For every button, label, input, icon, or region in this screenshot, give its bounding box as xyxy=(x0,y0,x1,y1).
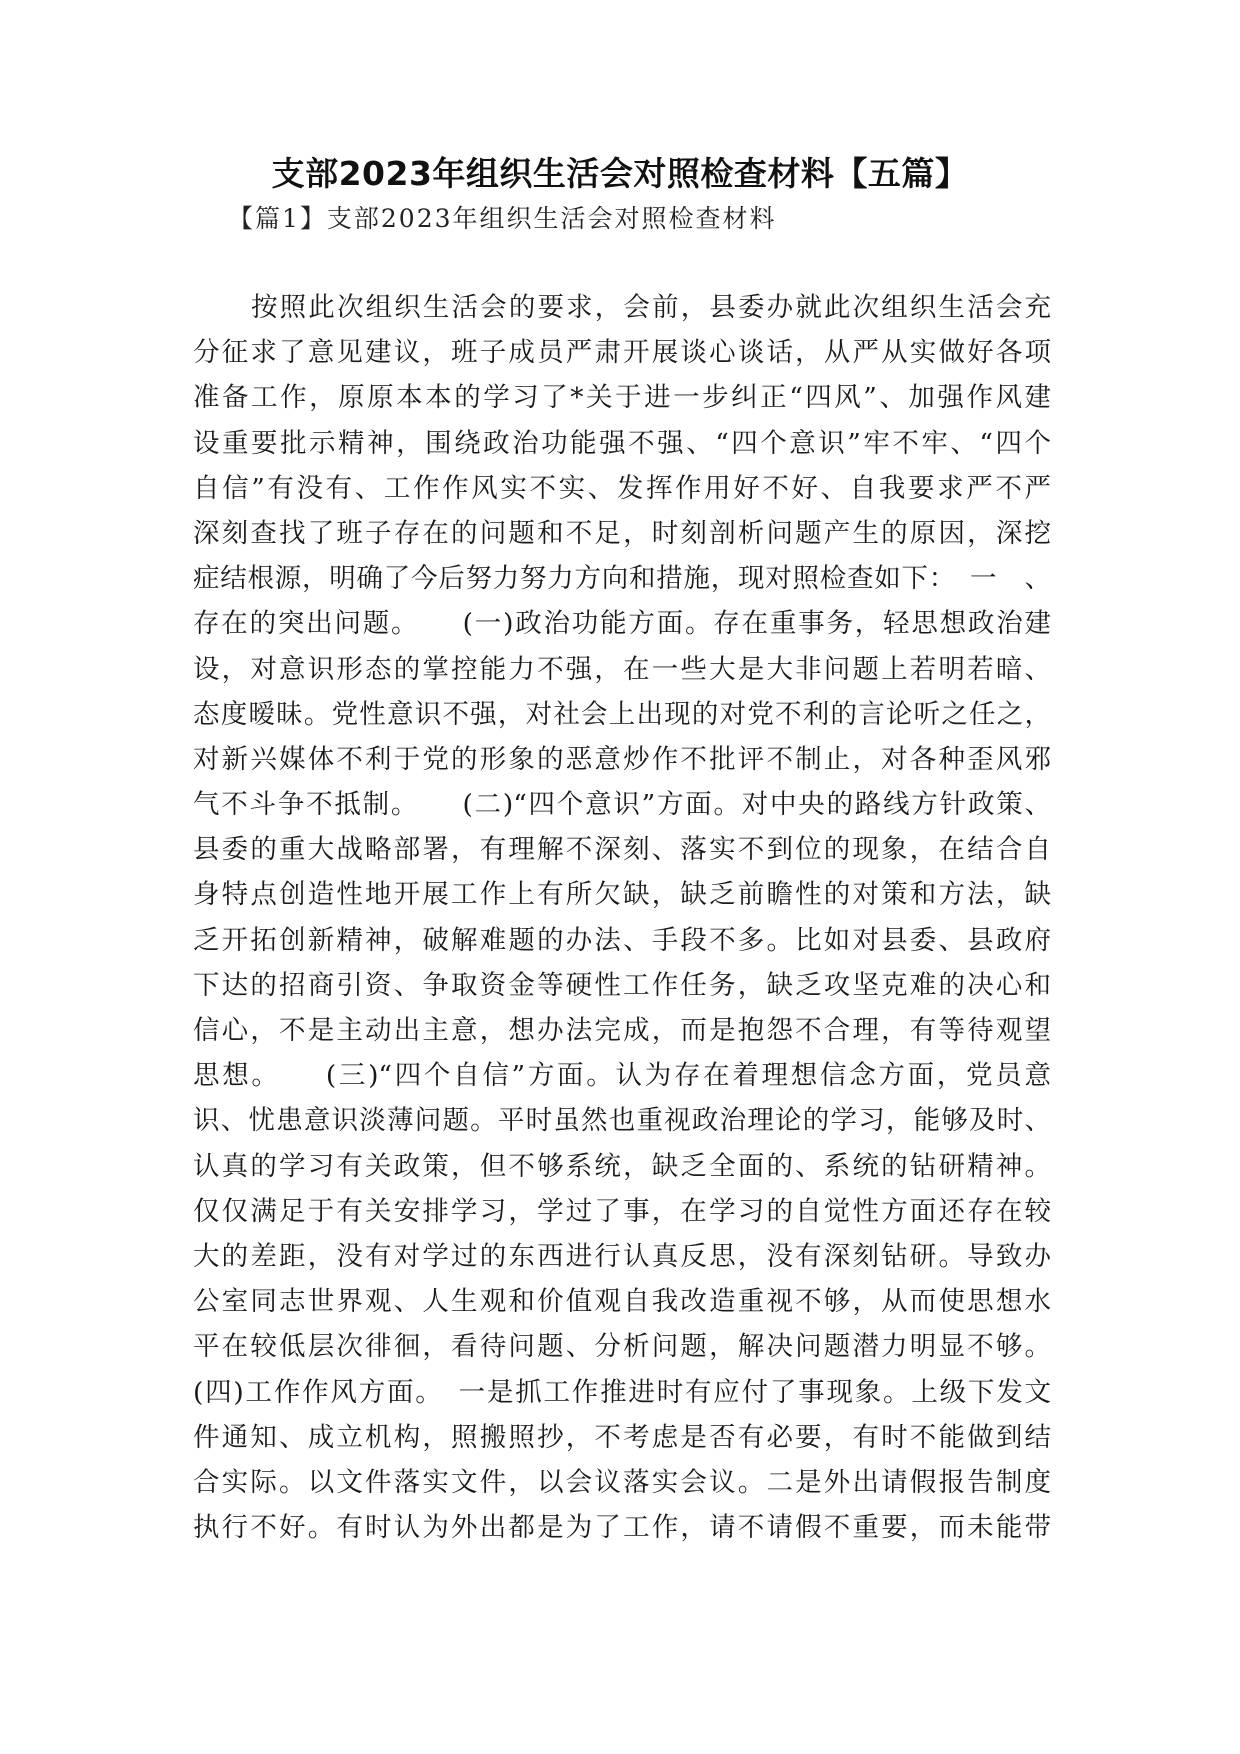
body-text-line: 对新兴媒体不利于党的形象的恶意炒作不批评不制止，对各种歪风邪 xyxy=(193,743,1051,775)
body-text-line: 症结根源，明确了今后努力努力方向和措施，现对照检查如下： 一 、 xyxy=(193,563,1051,595)
body-text-line: 执行不好。有时认为外出都是为了工作，请不请假不重要，而未能带 xyxy=(193,1512,1051,1544)
body-text-line: 大的差距，没有对学过的东西进行认真反思，没有深刻钻研。导致办 xyxy=(193,1240,1051,1272)
body-text-line: 认真的学习有关政策，但不够系统，缺乏全面的、系统的钻研精神。 xyxy=(193,1150,1051,1182)
body-text-line: 存在的突出问题。 (一)政治功能方面。存在重事务，轻思想政治建 xyxy=(193,608,1051,640)
body-text-line: 件通知、成立机构，照搬照抄，不考虑是否有必要，有时不能做到结 xyxy=(193,1421,1051,1453)
body-text-line: 准备工作，原原本本的学习了*关于进一步纠正“四风”、加强作风建 xyxy=(193,382,1051,414)
body-text-line: 下达的招商引资、争取资金等硬性工作任务，缺乏攻坚克难的决心和 xyxy=(193,969,1051,1001)
body-text-line: 信心，不是主动出主意，想办法完成，而是抱怨不合理，有等待观望 xyxy=(193,1015,1051,1046)
body-text-line: 公室同志世界观、人生观和价值观自我改造重视不够，从而使思想水 xyxy=(193,1286,1051,1318)
body-text-line: 平在较低层次徘徊，看待问题、分析问题，解决问题潜力明显不够。 xyxy=(193,1331,1051,1363)
section-heading: 【篇1】支部2023年组织生活会对照检查材料 xyxy=(228,204,777,233)
body-text-line: 设，对意识形态的掌控能力不强，在一些大是大非问题上若明若暗、 xyxy=(193,653,1051,685)
body-text-line: 按照此次组织生活会的要求，会前，县委办就此次组织生活会充 xyxy=(251,292,1051,323)
body-text-line: 气不斗争不抵制。 (二)“四个意识”方面。对中央的路线方针政策、 xyxy=(193,789,1051,821)
body-text-line: 设重要批示精神，围绕政治功能强不强、“四个意识”牢不牢、“四个 xyxy=(193,427,1051,459)
body-text-line: 态度暧昧。党性意识不强，对社会上出现的对党不利的言论听之任之， xyxy=(193,698,1051,730)
body-text-line: 分征求了意见建议，班子成员严肃开展谈心谈话，从严从实做好各项 xyxy=(193,337,1051,369)
body-text-line: 合实际。以文件落实文件，以会议落实会议。二是外出请假报告制度 xyxy=(193,1466,1051,1498)
document-title: 支部2023年组织生活会对照检查材料【五篇】 xyxy=(271,154,969,193)
body-text-line: 深刻查找了班子存在的问题和不足，时刻剖析问题产生的原因，深挖 xyxy=(193,517,1051,549)
body-text-line: 思想。 (三)“四个自信”方面。认为存在着理想信念方面，党员意 xyxy=(193,1060,1051,1092)
body-text-line: 仅仅满足于有关安排学习，学过了事，在学习的自觉性方面还存在较 xyxy=(193,1195,1051,1227)
body-text-line: 乏开拓创新精神，破解难题的办法、手段不多。比如对县委、县政府 xyxy=(193,924,1051,956)
body-text-line: 识、忧患意识淡薄问题。平时虽然也重视政治理论的学习，能够及时、 xyxy=(193,1105,1051,1137)
body-text-line: 自信”有没有、工作作风实不实、发挥作用好不好、自我要求严不严 xyxy=(193,472,1051,504)
body-text-line: (四)工作作风方面。 一是抓工作推进时有应付了事现象。上级下发文 xyxy=(193,1376,1051,1408)
document-body xyxy=(193,285,1051,1550)
body-text-line: 县委的重大战略部署，有理解不深刻、落实不到位的现象，在结合自 xyxy=(193,834,1051,866)
body-text-line: 身特点创造性地开展工作上有所欠缺，缺乏前瞻性的对策和方法，缺 xyxy=(193,879,1051,911)
